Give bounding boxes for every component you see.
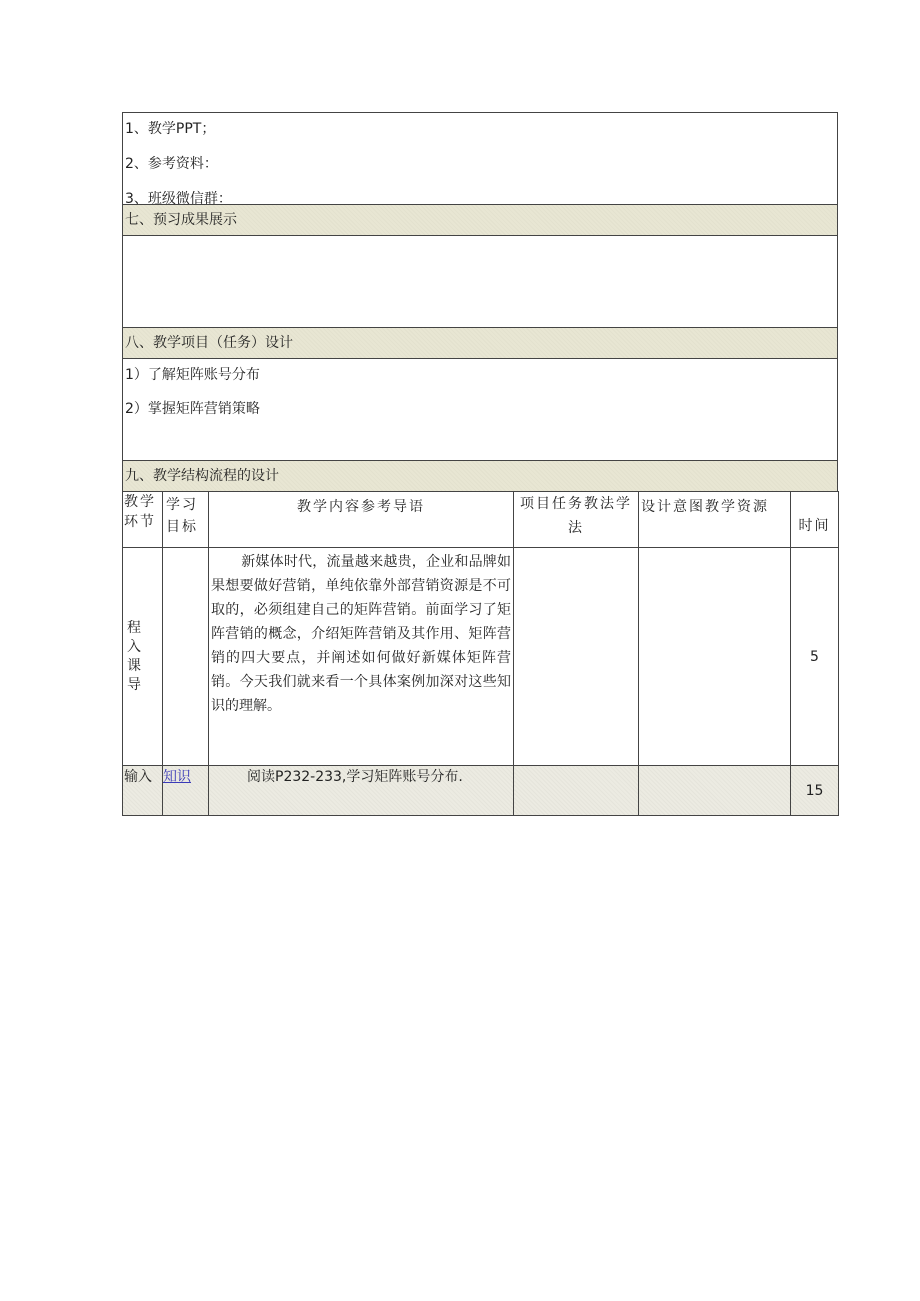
time-cell: 5 — [791, 548, 839, 766]
goal-cell — [163, 548, 209, 766]
stage-label: 程 入 课 导 — [127, 619, 141, 693]
preview-results-area — [122, 235, 838, 327]
section8-header: 八、教学项目（任务）设计 — [122, 327, 838, 358]
resource-item: 2、参考资料： — [125, 156, 218, 172]
knowledge-link[interactable]: 知识 — [163, 769, 191, 785]
header-time: 时间 — [791, 492, 839, 548]
resource-item: 1、教学PPT； — [125, 121, 216, 137]
section9-header: 九、教学结构流程的设计 — [122, 460, 838, 491]
stage-cell-intro — [123, 548, 163, 766]
design-cell — [639, 766, 791, 816]
header-goal: 学习目标 — [163, 492, 209, 548]
resource-item: 3、班级微信群： — [125, 191, 232, 204]
teaching-flow-table — [122, 491, 839, 816]
intro-text: 新媒体时代，流量越来越贵，企业和品牌如果想要做好营销，单纯依靠外部营销资源是不可取的，必须组建自己的矩阵营销。前面学习了矩阵营销的概念，介绍矩阵营销及其作用、矩阵营销的四大要点，并阐述如何做好新媒体矩阵营销。今天我们就来看一个具体案例加深对这些知识的理解。 — [211, 554, 511, 714]
header-method: 项目任务教法学法 — [514, 492, 639, 548]
method-cell — [514, 766, 639, 816]
method-cell — [514, 548, 639, 766]
task-item: 2）掌握矩阵营销策略 — [125, 401, 260, 417]
header-design: 设计意图教学资源 — [639, 492, 791, 548]
table-row — [123, 766, 839, 816]
goal-cell — [163, 766, 209, 816]
table-header-row — [123, 492, 839, 548]
content-cell-input: 阅读P232-233,学习矩阵账号分布. — [209, 766, 514, 816]
header-stage: 教学环节 — [123, 492, 163, 548]
section7-header: 七、预习成果展示 — [122, 204, 838, 235]
content-cell-intro — [209, 548, 514, 766]
design-cell — [639, 548, 791, 766]
task-item: 1）了解矩阵账号分布 — [125, 367, 260, 383]
resources-section — [122, 112, 838, 204]
task-design-area — [122, 358, 838, 460]
header-content: 教学内容参考导语 — [209, 492, 514, 548]
time-cell: 15 — [791, 766, 839, 816]
stage-cell-input: 输入 — [123, 766, 163, 816]
lesson-plan-document — [122, 112, 838, 816]
table-row — [123, 548, 839, 766]
